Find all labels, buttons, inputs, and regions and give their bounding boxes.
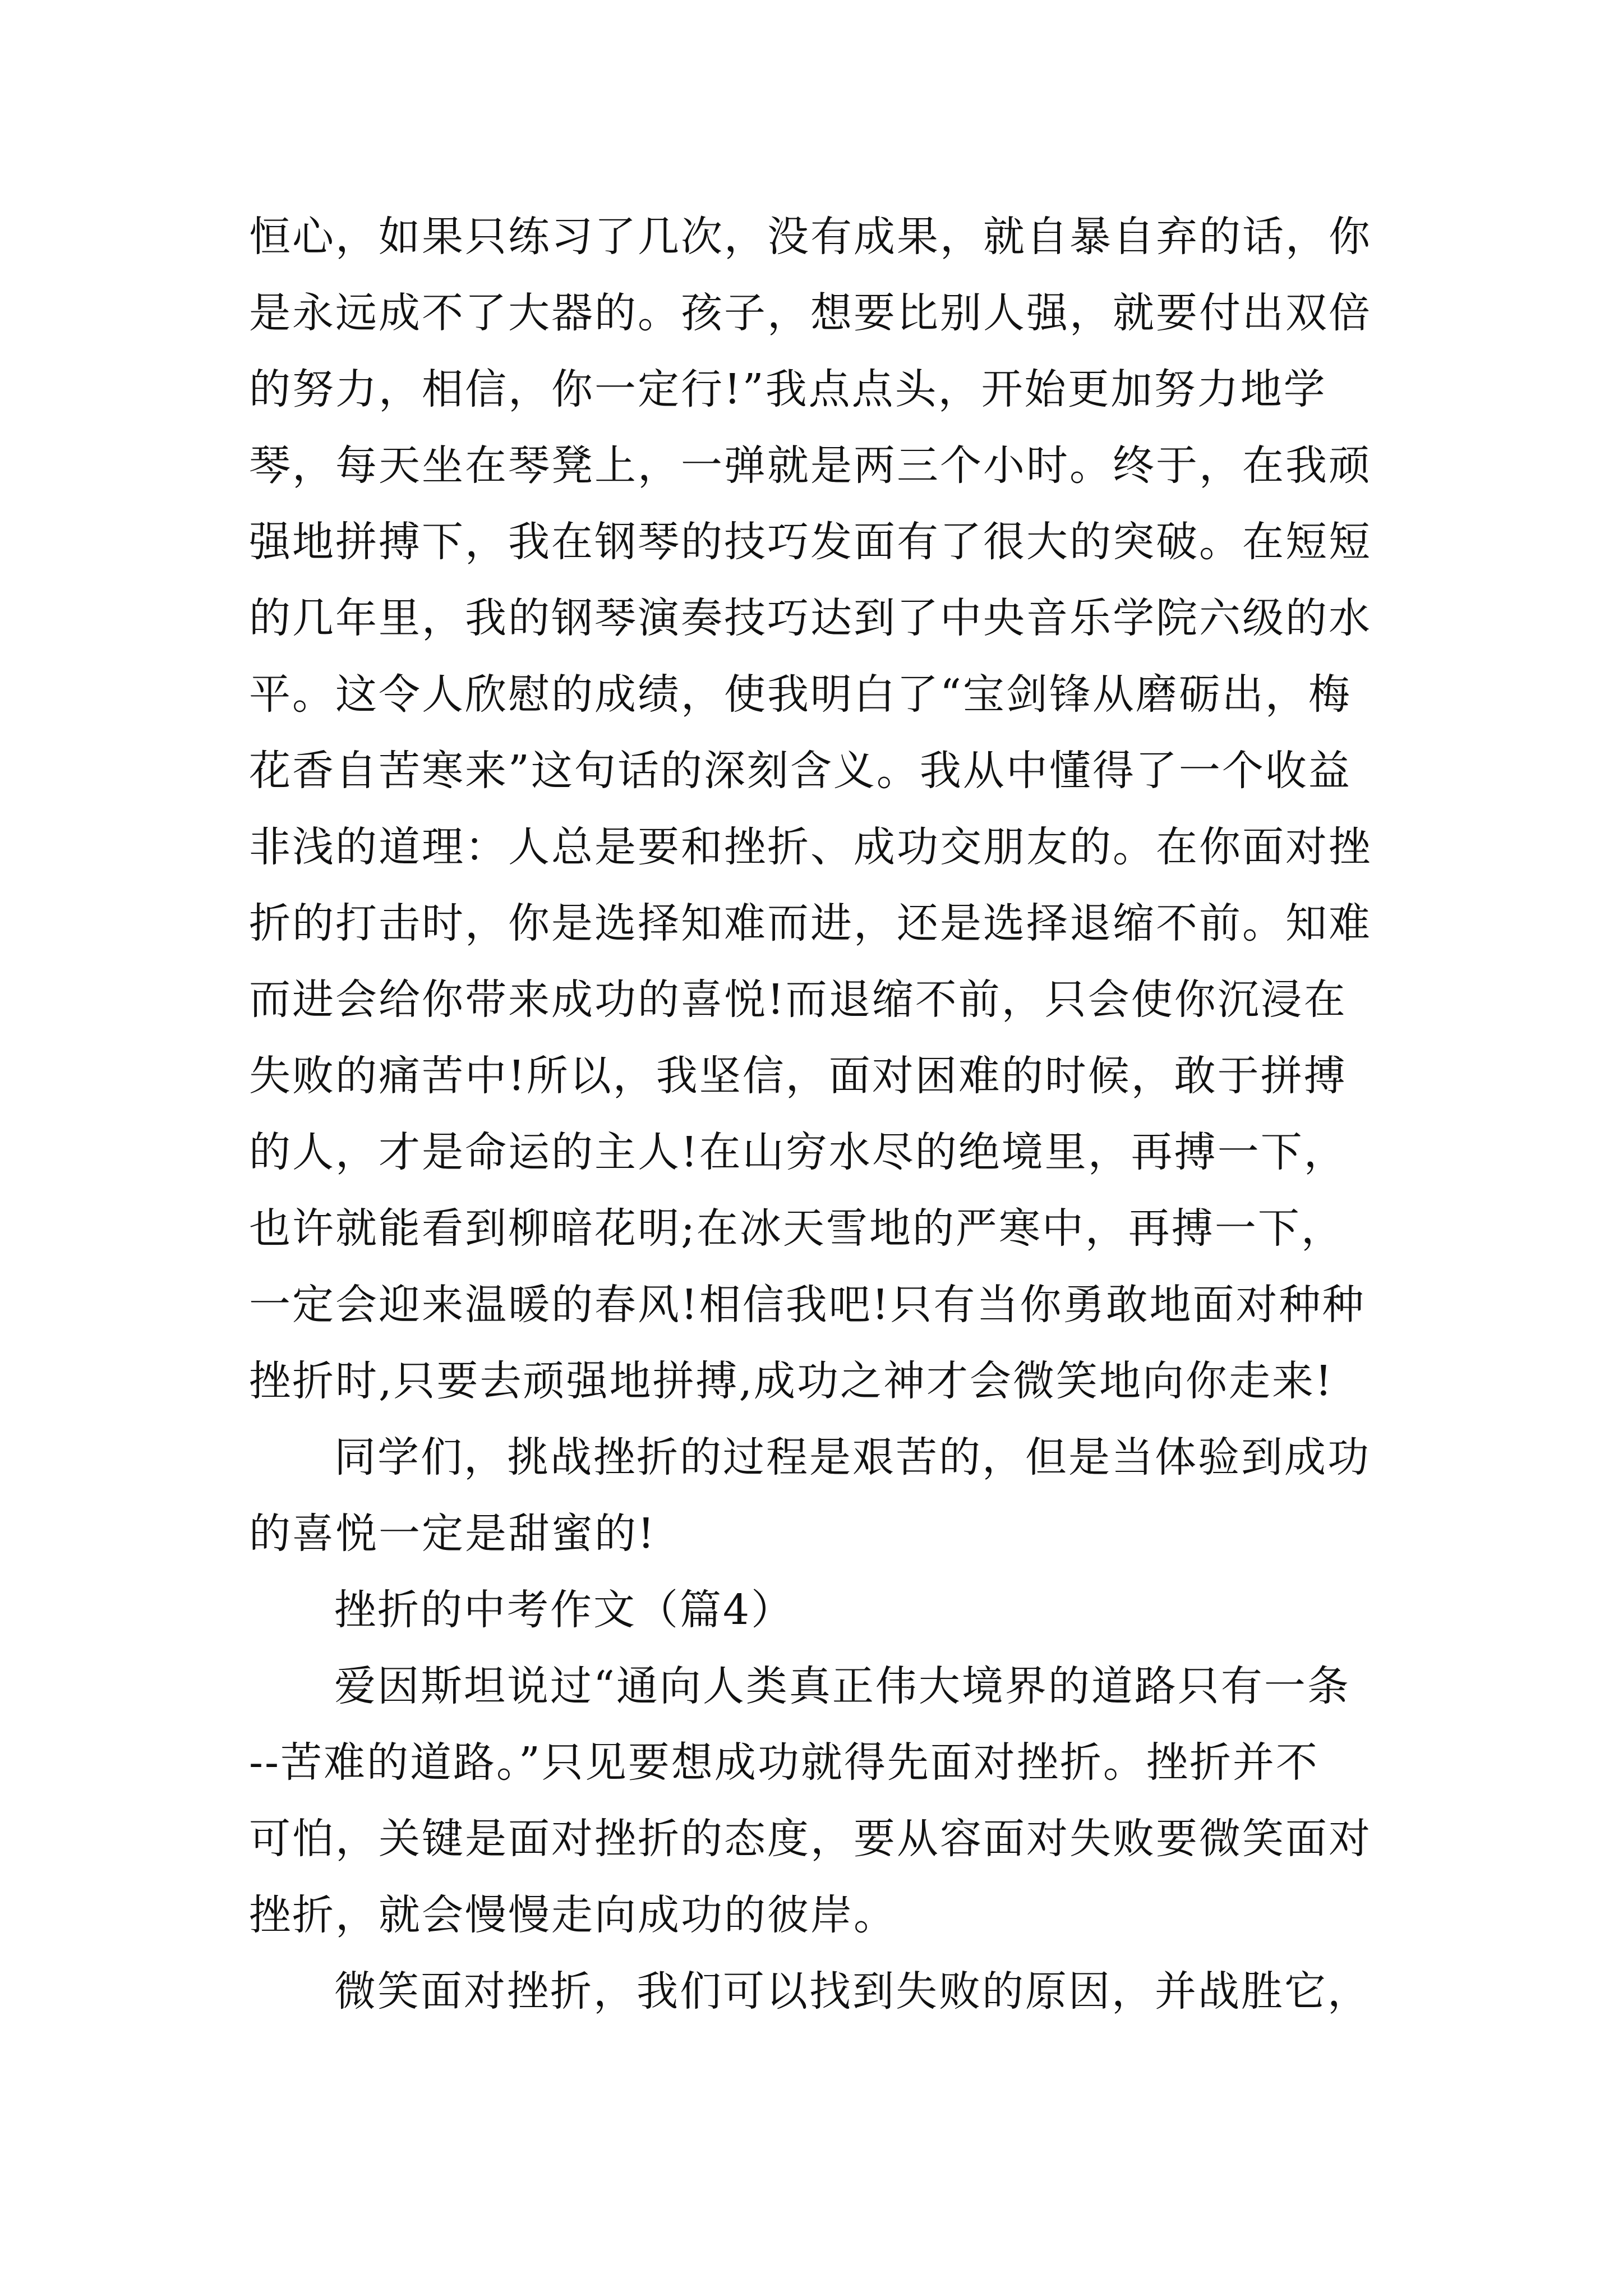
text-line: 的几年里，我的钢琴演奏技巧达到了中央音乐学院六级的水 xyxy=(249,594,1372,642)
paragraph-first-line: 同学们，挑战挫折的过程是艰苦的，但是当体验到成功 xyxy=(334,1433,1371,1481)
text-line: 是永远成不了大器的。孩子，想要比别人强，就要付出双倍 xyxy=(249,289,1372,337)
text-line: 的人，才是命运的主人!在山穷水尽的绝境里，再搏一下， xyxy=(249,1128,1347,1176)
text-line: --苦难的道路。”只见要想成功就得先面对挫折。挫折并不 xyxy=(249,1738,1319,1787)
text-line: 挫折时,只要去顽强地拼搏,成功之神才会微笑地向你走来! xyxy=(249,1357,1334,1405)
text-line: 的喜悦一定是甜蜜的! xyxy=(249,1510,656,1558)
text-line: 也许就能看到柳暗花明;在冰天雪地的严寒中，再搏一下， xyxy=(249,1204,1344,1253)
text-line: 琴，每天坐在琴凳上，一弹就是两三个小时。终于，在我顽 xyxy=(249,441,1372,490)
paragraph-first-line: 爱因斯坦说过“通向人类真正伟大境界的道路只有一条 xyxy=(334,1662,1350,1710)
text-line: 非浅的道理：人总是要和挫折、成功交朋友的。在你面对挫 xyxy=(249,823,1372,871)
text-line: 的努力，相信，你一定行!”我点点头，开始更加努力地学 xyxy=(249,365,1327,413)
text-line: 可怕，关键是面对挫折的态度，要从容面对失败要微笑面对 xyxy=(249,1815,1372,1863)
text-line: 强地拼搏下，我在钢琴的技巧发面有了很大的突破。在短短 xyxy=(249,518,1372,566)
section-heading: 挫折的中考作文（篇4） xyxy=(334,1586,795,1634)
text-line: 一定会迎来温暖的春风!相信我吧!只有当你勇敢地面对种种 xyxy=(249,1281,1366,1329)
text-line: 花香自苦寒来”这句话的深刻含义。我从中懂得了一个收益 xyxy=(249,747,1352,795)
text-line: 挫折，就会慢慢走向成功的彼岸。 xyxy=(249,1891,897,1939)
text-line: 折的打击时，你是选择知难而进，还是选择退缩不前。知难 xyxy=(249,899,1372,947)
text-line: 失败的痛苦中!所以，我坚信，面对困难的时候，敢于拼搏 xyxy=(249,1052,1347,1100)
text-line: 而进会给你带来成功的喜悦!而退缩不前，只会使你沉浸在 xyxy=(249,976,1347,1024)
paragraph-first-line: 微笑面对挫折，我们可以找到失败的原因，并战胜它， xyxy=(334,1967,1371,2016)
text-line: 恒心，如果只练习了几次，没有成果，就自暴自弃的话，你 xyxy=(249,213,1372,261)
text-line: 平。这令人欣慰的成绩，使我明白了“宝剑锋从磨砺出，梅 xyxy=(249,670,1352,719)
